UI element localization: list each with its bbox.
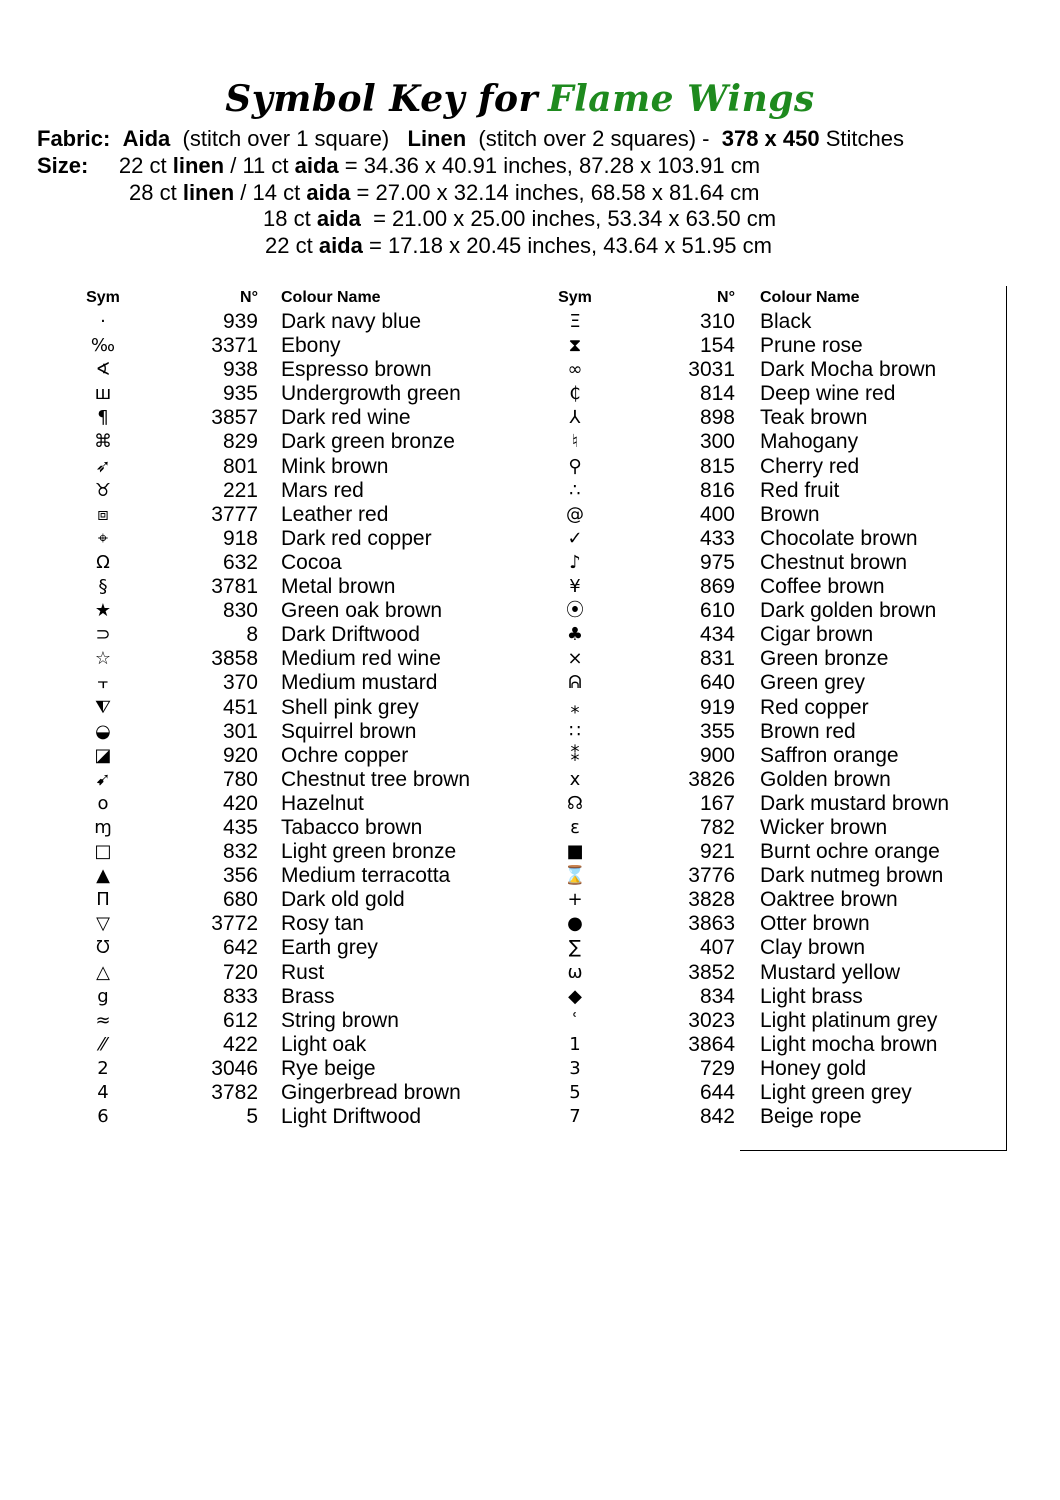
table-row [0, 744, 1060, 768]
symbol-glyph: ʿ [572, 1009, 578, 1031]
thread-number: 3772 [211, 912, 258, 936]
colour-name: Rust [281, 960, 325, 984]
symbol-glyph: ⦿ [566, 600, 584, 622]
thread-number: 3776 [688, 864, 735, 888]
thread-number: 640 [699, 671, 735, 695]
size-line-1: Size: 22 ct linen / 11 ct aida = 34.36 x 40.91 inches, 87.28 x 103.91 cm [37, 153, 761, 178]
symbol-glyph: ◪ [94, 744, 112, 766]
colour-name: Ebony [281, 334, 341, 358]
header-num: N° [240, 289, 258, 306]
symbol-glyph: ☆ [94, 648, 112, 670]
symbol-glyph: ∴ [569, 479, 581, 501]
thread-number: 939 [222, 310, 258, 333]
symbol-glyph: ᘮ [96, 937, 110, 959]
colour-name: Otter brown [760, 912, 870, 936]
thread-number: 3031 [688, 358, 735, 382]
colour-name: Light platinum grey [760, 1008, 938, 1032]
symbol-glyph: ◒ [95, 720, 111, 742]
thread-number: 3858 [211, 647, 258, 671]
table-row [0, 527, 1060, 551]
symbol-glyph: 4 [97, 1082, 109, 1103]
thread-number: 644 [699, 1081, 735, 1104]
symbol-glyph: ɱ [94, 816, 112, 838]
colour-name: Clay brown [760, 936, 866, 960]
symbol-glyph: Ξ [569, 311, 581, 332]
thread-number: 920 [222, 743, 258, 767]
thread-number: 833 [222, 984, 258, 1008]
symbol-glyph: ➹ [95, 768, 111, 790]
symbol-glyph: ● [567, 913, 583, 935]
colour-name: Chestnut brown [760, 550, 908, 574]
colour-name: Brown [760, 502, 820, 526]
symbol-table-right [0, 286, 1060, 1129]
thread-number: 832 [222, 840, 258, 864]
symbol-glyph: · [100, 311, 106, 332]
symbol-glyph: 6 [97, 1106, 109, 1128]
thread-number: 842 [699, 1105, 735, 1129]
table-row [0, 1033, 1060, 1057]
thread-number: 356 [222, 864, 258, 888]
table-row [0, 623, 1060, 647]
symbol-glyph: x [569, 768, 581, 790]
thread-number: 3781 [211, 575, 258, 599]
symbol-glyph: ♪ [569, 551, 581, 573]
thread-number: 816 [699, 478, 735, 502]
table-row [0, 503, 1060, 527]
colour-name: Espresso brown [281, 358, 432, 382]
symbol-glyph: ᕱ [568, 672, 582, 694]
symbol-glyph: △ [96, 961, 110, 983]
thread-number: 829 [222, 430, 258, 454]
table-row [0, 768, 1060, 792]
colour-name: Hazelnut [281, 791, 364, 815]
symbol-glyph: g [97, 985, 109, 1007]
symbol-glyph: ¥ [569, 576, 581, 598]
thread-number: 154 [699, 334, 735, 358]
thread-number: 221 [222, 478, 258, 502]
thread-number: 918 [222, 526, 258, 550]
thread-number: 782 [699, 815, 735, 839]
table-header [0, 286, 1060, 310]
colour-name: Gingerbread brown [281, 1081, 461, 1104]
symbol-glyph: + [567, 889, 583, 911]
thread-number: 407 [699, 936, 735, 960]
colour-name: Medium terracotta [281, 864, 451, 888]
colour-name: Chestnut tree brown [281, 767, 471, 791]
thread-number: 830 [222, 599, 258, 623]
symbol-glyph: ∷ [569, 720, 581, 742]
symbol-glyph: ⫟ [97, 672, 109, 694]
thread-number: 301 [222, 719, 258, 743]
colour-name: Dark Driftwood [281, 623, 420, 647]
symbol-glyph: ⌛ [563, 865, 587, 887]
table-row [0, 406, 1060, 430]
colour-name: Brown red [760, 719, 856, 743]
table-row [0, 792, 1060, 816]
colour-name: Medium red wine [281, 647, 441, 671]
colour-name: Light green bronze [281, 840, 457, 864]
colour-name: Burnt ochre orange [760, 840, 940, 864]
symbol-glyph: 2 [97, 1057, 109, 1079]
colour-name: Medium mustard [281, 671, 438, 695]
thread-number: 422 [222, 1032, 258, 1056]
thread-number: 834 [699, 984, 735, 1008]
thread-number: 3852 [688, 960, 735, 984]
colour-name: Saffron orange [760, 743, 899, 767]
colour-name: Mustard yellow [760, 960, 901, 984]
symbol-glyph: 5 [569, 1082, 581, 1103]
thread-number: 435 [222, 815, 258, 839]
table-row [0, 671, 1060, 695]
colour-name: Honey gold [760, 1056, 867, 1080]
symbol-glyph: Π [96, 889, 110, 911]
thread-number: 8 [246, 623, 258, 647]
symbol-glyph: § [98, 576, 108, 598]
colour-name: Tabacco brown [281, 815, 423, 839]
table-row [0, 430, 1060, 454]
colour-name: Undergrowth green [281, 382, 461, 406]
header-colour-name: Colour Name [760, 289, 860, 306]
table-row [0, 936, 1060, 960]
table-row [0, 1009, 1060, 1033]
table-row [0, 912, 1060, 936]
table-border-right [1006, 286, 1007, 1151]
colour-name: Light mocha brown [760, 1032, 938, 1056]
table-row [0, 696, 1060, 720]
thread-number: 720 [222, 960, 258, 984]
symbol-glyph: ⧗ [568, 335, 582, 357]
colour-name: Dark red copper [281, 526, 432, 550]
symbol-glyph: ₵ [569, 383, 581, 405]
symbol-glyph: ➶ [95, 455, 111, 477]
thread-number: 3864 [688, 1032, 735, 1056]
colour-name: Dark green bronze [281, 430, 455, 454]
table-row [0, 985, 1060, 1009]
colour-name: Light oak [281, 1032, 367, 1056]
table-row [0, 864, 1060, 888]
symbol-glyph: ■ [566, 841, 584, 863]
thread-number: 3023 [688, 1008, 735, 1032]
header-sym: Sym [558, 289, 592, 306]
table-row [0, 358, 1060, 382]
symbol-glyph: ⁄⁄ [99, 1033, 106, 1055]
symbol-glyph: ∞ [567, 359, 583, 381]
symbol-glyph: ⅄ [569, 407, 581, 429]
header-sym: Sym [86, 289, 120, 306]
colour-name: Metal brown [281, 575, 396, 599]
colour-name: Shell pink grey [281, 695, 419, 719]
symbol-glyph: ⌘ [94, 431, 112, 453]
colour-name: Mink brown [281, 454, 389, 478]
fabric-line: Fabric: Aida (stitch over 1 square) Linen (stitch over 2 squares) - 378 x 450 Stitches [37, 126, 904, 151]
table-row [0, 455, 1060, 479]
symbol-glyph: ⌖ [97, 527, 109, 549]
colour-name: Prune rose [760, 334, 863, 358]
thread-number: 400 [699, 502, 735, 526]
colour-name: Oaktree brown [760, 888, 898, 912]
table-row [0, 816, 1060, 840]
table-row [0, 647, 1060, 671]
colour-name: Dark golden brown [760, 599, 937, 623]
symbol-glyph: ш [94, 383, 112, 405]
symbol-glyph: 7 [569, 1106, 581, 1128]
symbol-glyph: o [97, 792, 109, 814]
table-row [0, 382, 1060, 406]
colour-name: Dark navy blue [281, 310, 422, 333]
colour-name: Dark mustard brown [760, 791, 950, 815]
symbol-glyph: ▽ [96, 913, 110, 935]
symbol-glyph: ♉ [94, 479, 112, 501]
table-row [0, 840, 1060, 864]
symbol-glyph: ◆ [568, 985, 582, 1007]
colour-name: Cherry red [760, 454, 860, 478]
thread-number: 898 [699, 406, 735, 430]
header-num: N° [717, 289, 735, 306]
colour-name: Ochre copper [281, 743, 409, 767]
table-row [0, 888, 1060, 912]
colour-name: Dark Mocha brown [760, 358, 937, 382]
thread-number: 831 [699, 647, 735, 671]
symbol-glyph: ‰ [90, 335, 116, 357]
symbol-glyph: @ [566, 503, 584, 525]
symbol-glyph: 3 [569, 1057, 581, 1079]
symbol-glyph: ♮ [571, 431, 579, 453]
symbol-glyph: ✓ [567, 527, 583, 549]
symbol-glyph: ▲ [96, 865, 110, 887]
thread-number: 370 [222, 671, 258, 695]
colour-name: Mahogany [760, 430, 859, 454]
size-line-4: 22 ct aida = 17.18 x 20.45 inches, 43.64 x 51.95 cm [265, 233, 772, 258]
thread-number: 680 [222, 888, 258, 912]
colour-name: Chocolate brown [760, 526, 918, 550]
thread-number: 3828 [688, 888, 735, 912]
table-row [0, 1057, 1060, 1081]
colour-name: Mars red [281, 478, 364, 502]
colour-name: Cocoa [281, 550, 342, 574]
pattern-name: Flame Wings [548, 78, 815, 120]
size-line-2: 28 ct linen / 14 ct aida = 27.00 x 32.14 inches, 68.58 x 81.64 cm [129, 180, 760, 205]
thread-number: 869 [699, 575, 735, 599]
colour-name: String brown [281, 1008, 399, 1032]
colour-name: Wicker brown [760, 815, 888, 839]
thread-number: 3046 [211, 1056, 258, 1080]
colour-name: Green bronze [760, 647, 889, 671]
symbol-glyph: ∑ [568, 937, 582, 959]
thread-number: 5 [246, 1105, 258, 1129]
table-row [0, 310, 1060, 334]
page-title [0, 78, 1040, 120]
symbol-glyph: □ [94, 841, 112, 863]
thread-number: 167 [699, 791, 735, 815]
size-line-3: 18 ct aida = 21.00 x 25.00 inches, 53.34 x 63.50 cm [263, 206, 777, 231]
thread-number: 3857 [211, 406, 258, 430]
colour-name: Rosy tan [281, 912, 364, 936]
thread-number: 900 [699, 743, 735, 767]
thread-number: 310 [699, 310, 735, 333]
colour-name: Black [760, 310, 812, 333]
thread-number: 938 [222, 358, 258, 382]
symbol-glyph: 1 [569, 1033, 581, 1055]
header-colour-name: Colour Name [281, 289, 381, 306]
colour-name: Brass [281, 984, 335, 1008]
symbol-glyph: Ω [96, 551, 110, 573]
title-prefix: Symbol Key for [225, 78, 539, 120]
thread-number: 921 [699, 840, 735, 864]
colour-name: Leather red [281, 502, 389, 526]
symbol-glyph: ω [567, 961, 583, 983]
thread-number: 3777 [211, 502, 258, 526]
table-row [0, 1105, 1060, 1129]
colour-name: Red fruit [760, 478, 840, 502]
colour-name: Squirrel brown [281, 719, 417, 743]
colour-name: Rye beige [281, 1056, 376, 1080]
colour-name: Deep wine red [760, 382, 896, 406]
table-row [0, 479, 1060, 503]
thread-number: 3782 [211, 1081, 258, 1104]
symbol-glyph: ∢ [95, 359, 111, 381]
thread-number: 919 [699, 695, 735, 719]
thread-number: 3371 [211, 334, 258, 358]
symbol-glyph: ⁎ [570, 696, 580, 718]
colour-name: Green grey [760, 671, 866, 695]
thread-number: 420 [222, 791, 258, 815]
thread-number: 3826 [688, 767, 735, 791]
thread-number: 451 [222, 695, 258, 719]
table-row [0, 599, 1060, 623]
thread-number: 3863 [688, 912, 735, 936]
colour-name: Earth grey [281, 936, 378, 960]
symbol-glyph: ☊ [567, 792, 583, 814]
table-row [0, 720, 1060, 744]
symbol-glyph: ≈ [95, 1009, 111, 1031]
thread-number: 612 [222, 1008, 258, 1032]
thread-number: 610 [699, 599, 735, 623]
table-row [0, 961, 1060, 985]
colour-name: Coffee brown [760, 575, 885, 599]
thread-number: 300 [699, 430, 735, 454]
thread-number: 975 [699, 550, 735, 574]
colour-name: Green oak brown [281, 599, 443, 623]
symbol-glyph: ⊃ [95, 624, 111, 646]
thread-number: 780 [222, 767, 258, 791]
thread-number: 814 [699, 382, 735, 406]
colour-name: Dark old gold [281, 888, 405, 912]
symbol-glyph: ♣ [566, 624, 584, 646]
table-border-bottom [740, 1150, 1007, 1151]
symbol-glyph: ⧨ [94, 696, 112, 718]
colour-name: Red copper [760, 695, 869, 719]
symbol-glyph: ¶ [97, 407, 109, 429]
thread-number: 801 [222, 454, 258, 478]
thread-number: 642 [222, 936, 258, 960]
thread-number: 935 [222, 382, 258, 406]
colour-name: Golden brown [760, 767, 891, 791]
symbol-glyph: ⧈ [97, 503, 109, 525]
table-row [0, 1081, 1060, 1105]
colour-name: Light brass [760, 984, 863, 1008]
thread-number: 434 [699, 623, 735, 647]
colour-name: Cigar brown [760, 623, 874, 647]
colour-name: Dark red wine [281, 406, 411, 430]
symbol-glyph: ⨯ [567, 648, 583, 670]
symbol-glyph: ɛ [570, 816, 580, 838]
thread-number: 632 [222, 550, 258, 574]
symbol-glyph: ⚲ [568, 455, 582, 477]
colour-name: Dark nutmeg brown [760, 864, 944, 888]
colour-name: Teak brown [760, 406, 868, 430]
thread-number: 355 [699, 719, 735, 743]
colour-name: Light green grey [760, 1081, 912, 1104]
colour-name: Beige rope [760, 1105, 862, 1129]
symbol-glyph: ⁑ [570, 744, 580, 766]
colour-name: Light Driftwood [281, 1105, 422, 1129]
symbol-glyph: ★ [94, 600, 112, 622]
thread-number: 433 [699, 526, 735, 550]
table-row [0, 334, 1060, 358]
table-row [0, 575, 1060, 599]
thread-number: 729 [699, 1056, 735, 1080]
table-row [0, 551, 1060, 575]
thread-number: 815 [699, 454, 735, 478]
